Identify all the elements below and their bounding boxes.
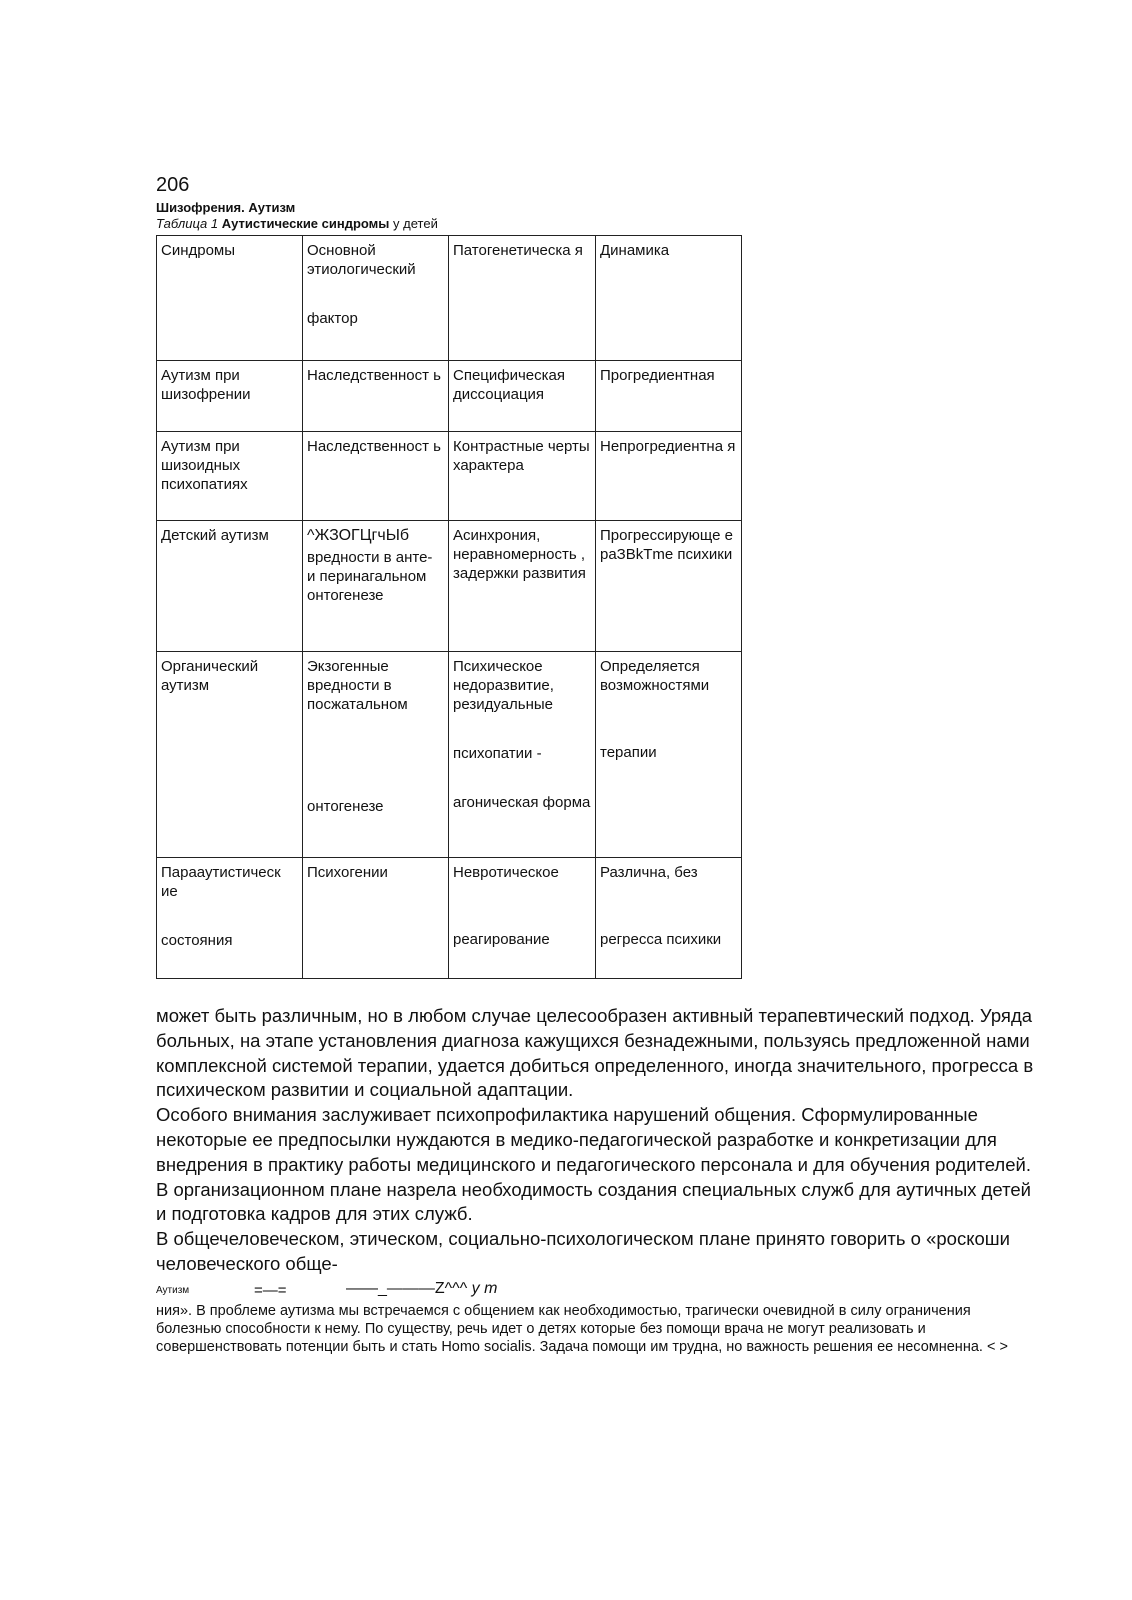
cell-text: Прогрессирующе е раЗВkTme психики bbox=[600, 527, 733, 563]
cell-text: состояния bbox=[161, 932, 233, 949]
cell-text: Динамика bbox=[600, 242, 670, 259]
cell-text: Психогении bbox=[307, 864, 388, 881]
syndromes-table bbox=[156, 235, 742, 979]
table-cell bbox=[596, 858, 742, 979]
table-cell bbox=[157, 858, 303, 979]
table-cell bbox=[596, 521, 742, 652]
cell-text: Невротическое bbox=[453, 864, 559, 881]
table-cell bbox=[596, 361, 742, 432]
table-row bbox=[157, 361, 742, 432]
body-text bbox=[156, 1004, 1036, 1277]
footer-marks: =—= bbox=[254, 1282, 287, 1299]
table-cell bbox=[449, 652, 596, 858]
table-cell bbox=[303, 858, 449, 979]
cell-text: Наследственност ь bbox=[307, 367, 441, 384]
footer-marks-text: ——_———Z^^^ bbox=[346, 1280, 468, 1297]
table-cell bbox=[157, 361, 303, 432]
closing-paragraph: ния». В проблеме аутизма мы встречаемся с общением как необходимостью, трагически очевидной в силу ограничения болезнью способности к нему. По существу, речь идет о детях которые без помощи врача не могут реализовать и совершенствовать потенции быть и стать Homo socialis. Задача помощи им трудна, но важность решения ее несомненна. < > bbox=[156, 1303, 1008, 1355]
table-cell bbox=[157, 432, 303, 521]
cell-text: Асинхрония, неравномерность , задержки развития bbox=[453, 527, 586, 582]
header-cell bbox=[596, 236, 742, 361]
table-cell bbox=[157, 652, 303, 858]
table-cell bbox=[596, 432, 742, 521]
cell-text: терапии bbox=[600, 744, 657, 761]
table-cell bbox=[303, 521, 449, 652]
footer-marks-2 bbox=[346, 1280, 497, 1298]
cell-text: Определяется возможностями bbox=[600, 658, 710, 694]
table-cell bbox=[157, 521, 303, 652]
paragraph: В общечеловеческом, этическом, социально-психологическом плане принято говорить о «роскоши человеческого обще- bbox=[156, 1228, 1010, 1274]
table-row bbox=[157, 432, 742, 521]
cell-text: Прогредиентная bbox=[600, 367, 715, 384]
paragraph: В организационном плане назрела необходимость создания специальных служб для аутичных детей и подготовка кадров для этих служб. bbox=[156, 1178, 1031, 1225]
cell-text: агоническая форма bbox=[453, 794, 591, 811]
cell-text: Органический аутизм bbox=[161, 658, 259, 694]
table-cell bbox=[303, 432, 449, 521]
cell-text: фактор bbox=[307, 310, 358, 327]
cell-text: Синдромы bbox=[161, 242, 236, 259]
table-row bbox=[157, 858, 742, 979]
cell-text: Различна, без bbox=[600, 864, 698, 881]
footer-label: Аутизм bbox=[156, 1285, 190, 1296]
cell-text: Контрастные черты характера bbox=[453, 438, 590, 474]
caption-label: Таблица 1 bbox=[156, 216, 219, 231]
cell-text: Патогенетическа я bbox=[453, 242, 583, 259]
cell-text: регресса психики bbox=[600, 931, 722, 948]
cell-text: вредности в анте- и перинагальном онтогенезе bbox=[307, 549, 433, 604]
cell-text: ^ЖЗОГЦгчЫб bbox=[307, 527, 410, 544]
table-cell bbox=[449, 361, 596, 432]
cell-text: Экзогенные вредности в посжатальном bbox=[307, 658, 408, 713]
table-cell bbox=[303, 652, 449, 858]
cell-text: реагирование bbox=[453, 931, 550, 948]
running-head: Шизофрения. Аутизм bbox=[156, 200, 296, 215]
header-cell bbox=[303, 236, 449, 361]
table-cell bbox=[303, 361, 449, 432]
cell-text: Наследственност ь bbox=[307, 438, 441, 455]
cell-text: Детский аутизм bbox=[161, 527, 269, 544]
cell-text: Основной этиологический bbox=[307, 242, 416, 278]
cell-text: Специфическая диссоциация bbox=[453, 367, 566, 403]
caption-suffix: у детей bbox=[393, 216, 438, 231]
table-cell bbox=[449, 432, 596, 521]
cell-text: Психическое недоразвитие, резидуальные bbox=[453, 658, 554, 713]
cell-text: онтогенезе bbox=[307, 798, 384, 815]
table-cell bbox=[596, 652, 742, 858]
table-cell bbox=[449, 858, 596, 979]
paragraph: Особого внимания заслуживает психопрофилактика нарушений общения. Сформулированные некоторые ее предпосылки нуждаются в медико-педагогической разработке и конкретизации для внедрения в практику работы медицинского и педагогического персонала и для обучения родителей. bbox=[156, 1104, 1031, 1175]
paragraph: может быть различным, но в любом случае целесообразен активный терапевтический подход. Уряда больных, на этапе установления диагноза кажущихся безнадежными, пользуясь предложенной нами комплексной системой терапии, удается добиться определенного, иногда значительного, прогресса в психическом развитии и социальной адаптации. bbox=[156, 1005, 1034, 1101]
table-row bbox=[157, 521, 742, 652]
page-number: 206 bbox=[156, 174, 190, 196]
cell-text: Парааутистическ ие bbox=[161, 864, 281, 900]
caption-title: Аутистические синдромы bbox=[221, 216, 390, 231]
footer-marks-italic: у m bbox=[467, 1280, 498, 1297]
table-cell bbox=[449, 521, 596, 652]
cell-text: Аутизм при шизофрении bbox=[161, 367, 251, 403]
table-row bbox=[157, 652, 742, 858]
table-header-row bbox=[157, 236, 742, 361]
table-caption bbox=[156, 216, 438, 231]
header-cell bbox=[449, 236, 596, 361]
cell-text: Аутизм при шизоидных психопатиях bbox=[161, 438, 248, 493]
cell-text: психопатии - bbox=[453, 745, 542, 762]
header-cell bbox=[157, 236, 303, 361]
cell-text: Непрогредиентна я bbox=[600, 438, 736, 455]
